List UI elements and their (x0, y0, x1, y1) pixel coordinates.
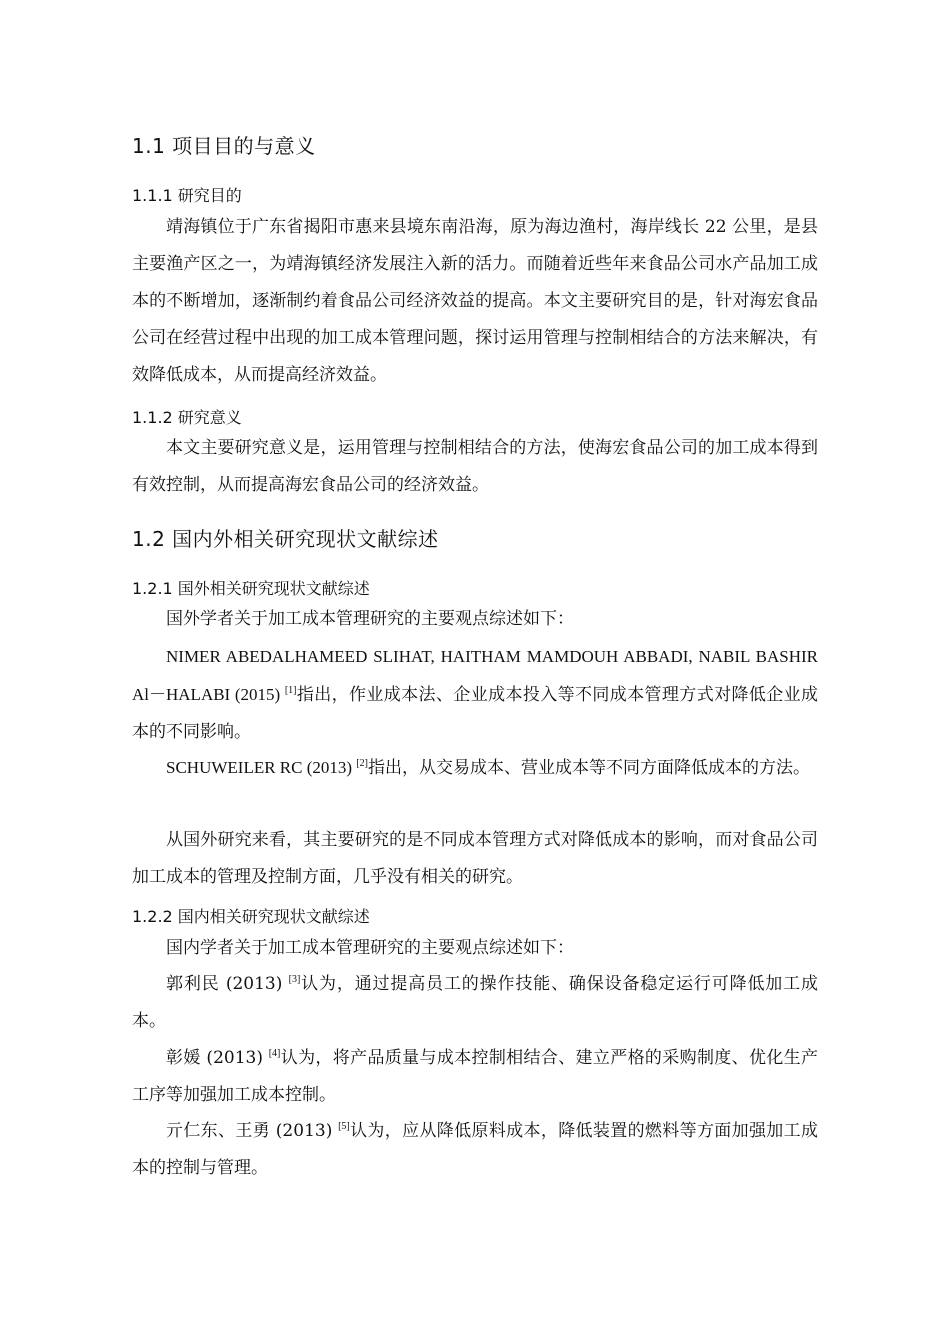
reference-2-authors: SCHUWEILER RC (2013) (166, 758, 357, 777)
paragraph-reference-4 (132, 1040, 818, 1114)
heading-1-2: 1.2 国内外相关研究现状文献综述 (132, 527, 439, 551)
heading-1-1-1: 1.1.1 研究目的 (132, 186, 242, 205)
paragraph-research-significance: 本文主要研究意义是，运用管理与控制相结合的方法，使海宏食品公司的加工成本得到有效控制，从而提高海宏食品公司的经济效益。 (132, 438, 818, 495)
paragraph-reference-1 (132, 638, 818, 751)
citation-mark-2[interactable]: [2] (356, 758, 368, 769)
reference-5-authors: 亓仁东、王勇 (2013) (166, 1121, 339, 1141)
heading-1-1: 1.1 项目目的与意义 (132, 134, 316, 158)
citation-mark-5[interactable]: [5] (338, 1121, 350, 1132)
reference-5-text: 认为，应从降低原料成本，降低装置的燃料等方面加强加工成本的控制与管理。 (132, 1121, 818, 1178)
reference-1-authors: NIMER ABEDALHAMEED SLIHAT, HAITHAM MAMDOUH ABBADI, NABIL BASHIR Al－HALABI (2015) (132, 647, 818, 704)
reference-3-authors: 郭利民 (2013) (166, 974, 289, 994)
heading-1-1-2: 1.1.2 研究意义 (132, 408, 242, 427)
paragraph-foreign-summary: 从国外研究来看，其主要研究的是不同成本管理方式对降低成本的影响，而对食品公司加工成本的管理及控制方面，几乎没有相关的研究。 (132, 830, 818, 887)
paragraph-domestic-intro: 国内学者关于加工成本管理研究的主要观点综述如下： (166, 938, 574, 958)
paragraph-foreign-intro: 国外学者关于加工成本管理研究的主要观点综述如下： (166, 609, 574, 629)
citation-mark-1[interactable]: [1] (284, 685, 297, 696)
heading-1-2-2: 1.2.2 国内相关研究现状文献综述 (132, 907, 370, 926)
paragraph-reference-5 (132, 1113, 818, 1187)
heading-1-2-1: 1.2.1 国外相关研究现状文献综述 (132, 579, 370, 598)
reference-4-text: 认为，将产品质量与成本控制相结合、建立严格的采购制度、优化生产工序等加强加工成本控制。 (132, 1048, 819, 1105)
citation-mark-3[interactable]: [3] (288, 974, 301, 985)
reference-2-text-emphasis: 指出，从交易成本 (367, 758, 504, 778)
reference-4-authors: 彰媛 (2013) (166, 1048, 269, 1068)
reference-3-text: 认为，通过提高员工的操作技能、确保设备稳定运行可降低加工成本。 (132, 974, 819, 1031)
reference-1-text: 指出，作业成本法、企业成本投入等不同成本管理方式对降低企业成本的不同影响。 (132, 685, 818, 742)
paragraph-reference-2 (132, 749, 818, 787)
paragraph-research-purpose: 靖海镇位于广东省揭阳市惠来县境东南沿海，原为海边渔村，海岸线长 22 公里，是县主要渔产区之一，为靖海镇经济发展注入新的活力。而随着近些年来食品公司水产品加工成本的不断增加，逐渐制约着食品公司经济效益的提高。本文主要研究目的是，针对海宏食品公司在经营过程中出现的加工成本管理问题，探讨运用管理与控制相结合的方法来解决，有效降低成本，从而提高经济效益。 (132, 217, 818, 385)
citation-mark-4[interactable]: [4] (268, 1048, 281, 1059)
paragraph-reference-3 (132, 966, 818, 1040)
reference-2-text: 、营业成本等不同方面降低成本的方法。 (503, 758, 810, 778)
